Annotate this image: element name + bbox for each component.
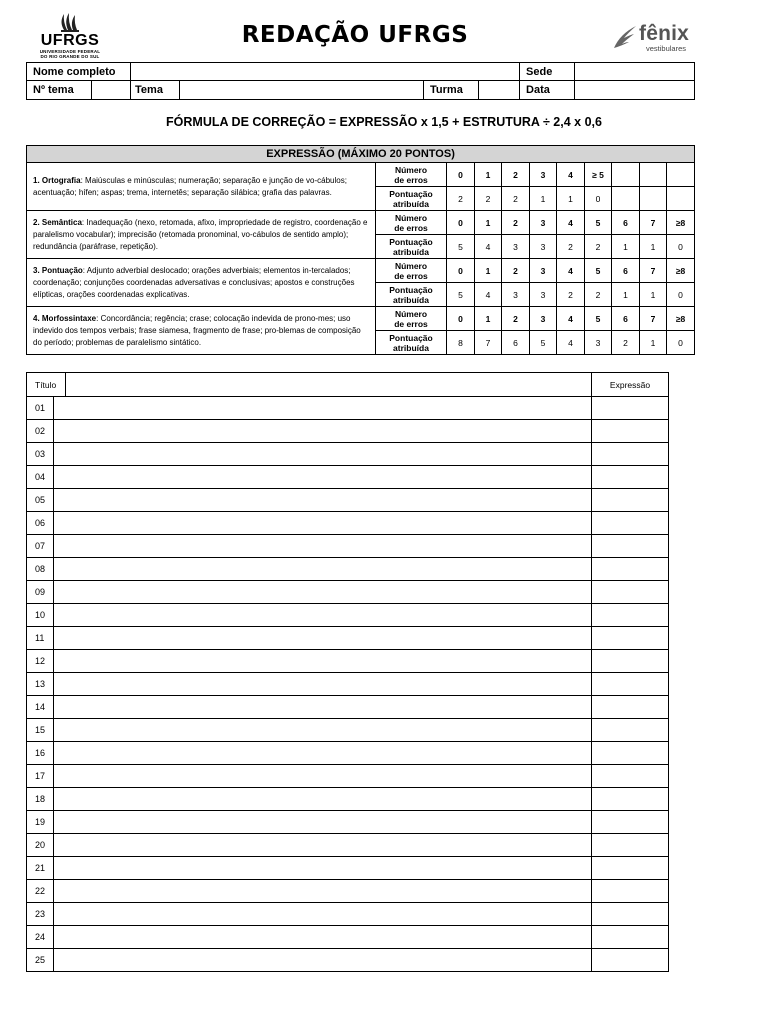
line-expression-field[interactable] xyxy=(592,880,669,903)
line-text-field[interactable] xyxy=(54,466,592,489)
line-number: 09 xyxy=(27,581,54,604)
writing-line xyxy=(27,788,669,811)
writing-line xyxy=(27,811,669,834)
score-cell: 3 xyxy=(530,283,557,307)
errors-count-cell: 6 xyxy=(612,259,640,283)
writing-line xyxy=(27,719,669,742)
line-text-field[interactable] xyxy=(54,535,592,558)
line-text-field[interactable] xyxy=(54,696,592,719)
writing-line xyxy=(27,949,669,972)
errors-count-cell: 0 xyxy=(447,163,475,187)
line-text-field[interactable] xyxy=(54,926,592,949)
line-number: 22 xyxy=(27,880,54,903)
tema-cell xyxy=(131,81,424,100)
full-name-label: Nome completo xyxy=(27,63,131,81)
errors-count-cell xyxy=(667,163,695,187)
line-number: 06 xyxy=(27,512,54,535)
criterion-name: 2. Semântica xyxy=(33,217,82,227)
line-expression-field[interactable] xyxy=(592,903,669,926)
line-expression-field[interactable] xyxy=(592,627,669,650)
line-number: 18 xyxy=(27,788,54,811)
writing-line xyxy=(27,857,669,880)
score-label xyxy=(376,187,447,211)
score-cell xyxy=(640,187,667,211)
score-cell: 1 xyxy=(640,235,667,259)
score-cell: 4 xyxy=(475,235,502,259)
line-expression-field[interactable] xyxy=(592,926,669,949)
errors-count-cell: 2 xyxy=(502,163,530,187)
score-cell: 2 xyxy=(585,283,612,307)
writing-line xyxy=(27,765,669,788)
title-field[interactable] xyxy=(66,373,592,397)
errors-count-cell: 0 xyxy=(447,307,475,331)
fenix-logo-text: fênix xyxy=(639,22,690,45)
criterion-description xyxy=(27,259,376,307)
line-text-field[interactable] xyxy=(54,949,592,972)
score-cell xyxy=(612,187,640,211)
line-text-field[interactable] xyxy=(54,673,592,696)
line-expression-field[interactable] xyxy=(592,512,669,535)
score-cell xyxy=(667,187,695,211)
score-cell: 5 xyxy=(447,235,475,259)
page-title: REDAÇÃO UFRGS xyxy=(241,22,469,48)
errors-count-cell: ≥8 xyxy=(667,259,695,283)
title-label: Título xyxy=(27,373,66,397)
tema-field[interactable] xyxy=(180,81,423,99)
errors-count-cell: 3 xyxy=(530,307,557,331)
errors-count-label xyxy=(376,307,447,331)
line-number: 10 xyxy=(27,604,54,627)
errors-count-cell xyxy=(612,163,640,187)
score-cell: 0 xyxy=(667,283,695,307)
score-label xyxy=(376,331,447,355)
line-expression-field[interactable] xyxy=(592,811,669,834)
line-text-field[interactable] xyxy=(54,880,592,903)
errors-label-line-2: de erros xyxy=(394,174,428,185)
line-expression-field[interactable] xyxy=(592,765,669,788)
errors-count-label xyxy=(376,211,447,235)
line-expression-field[interactable] xyxy=(592,719,669,742)
score-cell: 1 xyxy=(557,187,585,211)
errors-label-line-1: Número xyxy=(394,164,428,175)
fenix-logo xyxy=(608,20,696,54)
criterion-text: : Maiúsculas e minúsculas; numeração; separação e junção de vo-cábulos; acentuação; hífen; aspas; trema, internetês; separação silábica; grafia das palavras. xyxy=(33,175,347,197)
score-cell: 8 xyxy=(447,331,475,355)
writing-line xyxy=(27,604,669,627)
score-label-line-1: Pontuação xyxy=(389,284,433,295)
writing-line xyxy=(27,742,669,765)
line-text-field[interactable] xyxy=(54,719,592,742)
score-cell: 1 xyxy=(612,283,640,307)
criterion-description xyxy=(27,307,376,355)
turma-label: Turma xyxy=(424,81,479,100)
criterion-text: : Adjunto adverbial deslocado; orações adverbiais; elementos in-tercalados; coordenação; conjunções coordenadas adversativas e conclusivas; apostos e construções elípticas, orações coordenadas explicativas. xyxy=(33,265,355,299)
score-cell: 1 xyxy=(640,283,667,307)
errors-count-cell: 0 xyxy=(447,211,475,235)
line-expression-field[interactable] xyxy=(592,673,669,696)
errors-label-line-1: Número xyxy=(394,260,428,271)
line-number: 15 xyxy=(27,719,54,742)
line-number: 24 xyxy=(27,926,54,949)
errors-count-cell: 4 xyxy=(557,259,585,283)
writing-line xyxy=(27,650,669,673)
line-text-field[interactable] xyxy=(54,788,592,811)
criterion-text: : Concordância; regência; crase; colocação indevida de prono-mes; uso indevido dos tempos verbais; frase siamesa, fragmento de frase; pro-blemas de composição do período; problemas de paralelismo sintático. xyxy=(33,313,361,347)
data-field[interactable] xyxy=(575,81,695,100)
score-label-line-1: Pontuação xyxy=(389,236,433,247)
correction-formula: FÓRMULA DE CORREÇÃO = EXPRESSÃO x 1,5 + ESTRUTURA ÷ 2,4 x 0,6 xyxy=(166,115,602,129)
line-number: 14 xyxy=(27,696,54,719)
ufrgs-logo-subtitle-2: DO RIO GRANDE DO SUL xyxy=(40,54,100,59)
tema-label: Tema xyxy=(131,81,180,99)
score-label xyxy=(376,235,447,259)
errors-count-cell: 0 xyxy=(447,259,475,283)
score-cell: 7 xyxy=(475,331,502,355)
score-label-line-2: atribuída xyxy=(393,294,429,305)
score-label-line-2: atribuída xyxy=(393,342,429,353)
line-expression-field[interactable] xyxy=(592,397,669,420)
line-expression-field[interactable] xyxy=(592,581,669,604)
score-label-line-1: Pontuação xyxy=(389,188,433,199)
writing-line xyxy=(27,903,669,926)
writing-line xyxy=(27,489,669,512)
score-cell: 2 xyxy=(585,235,612,259)
line-expression-field[interactable] xyxy=(592,696,669,719)
criterion-text: : Inadequação (nexo, retomada, afixo, impropriedade de registro, coordenação e paralelismo vocabular); imprecisão (retomada pronominal, vo-cábulos de sentido amplo); redundância (paráfrase, repetição). xyxy=(33,217,368,251)
line-expression-field[interactable] xyxy=(592,788,669,811)
criterion-name: 4. Morfossintaxe xyxy=(33,313,97,323)
line-text-field[interactable] xyxy=(54,397,592,420)
writing-line xyxy=(27,696,669,719)
errors-count-cell: 4 xyxy=(557,307,585,331)
phoenix-wing-icon xyxy=(612,24,638,50)
tema-number-label: Nº tema xyxy=(27,81,92,100)
score-cell: 2 xyxy=(502,187,530,211)
line-expression-field[interactable] xyxy=(592,489,669,512)
line-text-field[interactable] xyxy=(54,420,592,443)
errors-count-cell: 3 xyxy=(530,259,557,283)
line-expression-field[interactable] xyxy=(592,420,669,443)
ufrgs-logo-subtitle-1: UNIVERSIDADE FEDERAL xyxy=(39,49,101,54)
score-cell: 4 xyxy=(557,331,585,355)
writing-line xyxy=(27,627,669,650)
errors-label-line-1: Número xyxy=(394,308,428,319)
line-number: 03 xyxy=(27,443,54,466)
writing-line xyxy=(27,466,669,489)
writing-line xyxy=(27,581,669,604)
line-expression-field[interactable] xyxy=(592,949,669,972)
criterion-description xyxy=(27,211,376,259)
sede-field[interactable] xyxy=(575,63,695,81)
line-text-field[interactable] xyxy=(54,627,592,650)
errors-label-line-2: de erros xyxy=(394,270,428,281)
score-cell: 2 xyxy=(557,235,585,259)
score-label-line-2: atribuída xyxy=(393,198,429,209)
line-number: 25 xyxy=(27,949,54,972)
errors-label-line-1: Número xyxy=(394,212,428,223)
errors-count-cell: 6 xyxy=(612,307,640,331)
errors-count-cell: 5 xyxy=(585,259,612,283)
line-expression-field[interactable] xyxy=(592,742,669,765)
errors-count-cell: 6 xyxy=(612,211,640,235)
writing-sheet xyxy=(26,372,669,972)
score-cell: 4 xyxy=(475,283,502,307)
line-number: 04 xyxy=(27,466,54,489)
line-text-field[interactable] xyxy=(54,834,592,857)
line-number: 05 xyxy=(27,489,54,512)
errors-count-label xyxy=(376,259,447,283)
line-number: 08 xyxy=(27,558,54,581)
line-expression-field[interactable] xyxy=(592,857,669,880)
score-cell: 3 xyxy=(585,331,612,355)
tema-number-field[interactable] xyxy=(92,81,131,100)
writing-line xyxy=(27,673,669,696)
score-cell: 2 xyxy=(557,283,585,307)
errors-count-cell: ≥8 xyxy=(667,307,695,331)
line-expression-field[interactable] xyxy=(592,604,669,627)
score-cell: 6 xyxy=(502,331,530,355)
line-text-field[interactable] xyxy=(54,489,592,512)
errors-count-cell: 4 xyxy=(557,211,585,235)
errors-count-cell: 4 xyxy=(557,163,585,187)
errors-count-cell: ≥8 xyxy=(667,211,695,235)
errors-count-cell: 1 xyxy=(475,307,502,331)
errors-label-line-2: de erros xyxy=(394,318,428,329)
errors-count-cell: 1 xyxy=(475,259,502,283)
criterion-description xyxy=(27,163,376,211)
writing-line xyxy=(27,443,669,466)
score-cell: 0 xyxy=(667,331,695,355)
errors-count-cell: 7 xyxy=(640,307,667,331)
line-expression-field[interactable] xyxy=(592,466,669,489)
errors-count-cell xyxy=(640,163,667,187)
line-text-field[interactable] xyxy=(54,857,592,880)
score-cell: 3 xyxy=(502,235,530,259)
writing-line xyxy=(27,420,669,443)
line-text-field[interactable] xyxy=(54,604,592,627)
writing-line xyxy=(27,880,669,903)
line-text-field[interactable] xyxy=(54,558,592,581)
line-text-field[interactable] xyxy=(54,581,592,604)
line-text-field[interactable] xyxy=(54,650,592,673)
errors-count-cell: 5 xyxy=(585,307,612,331)
student-info-table xyxy=(26,62,695,100)
errors-label-line-2: de erros xyxy=(394,222,428,233)
score-cell: 2 xyxy=(612,331,640,355)
errors-count-cell: 2 xyxy=(502,259,530,283)
line-expression-field[interactable] xyxy=(592,558,669,581)
score-cell: 1 xyxy=(530,187,557,211)
line-expression-field[interactable] xyxy=(592,535,669,558)
line-text-field[interactable] xyxy=(54,443,592,466)
score-label-line-1: Pontuação xyxy=(389,332,433,343)
writing-line xyxy=(27,512,669,535)
score-cell: 0 xyxy=(667,235,695,259)
line-text-field[interactable] xyxy=(54,765,592,788)
score-cell: 2 xyxy=(475,187,502,211)
line-text-field[interactable] xyxy=(54,903,592,926)
errors-count-cell: 3 xyxy=(530,163,557,187)
line-number: 02 xyxy=(27,420,54,443)
line-expression-field[interactable] xyxy=(592,443,669,466)
errors-count-cell: 3 xyxy=(530,211,557,235)
expression-grading-table xyxy=(26,145,695,355)
full-name-field[interactable] xyxy=(131,63,520,81)
writing-line xyxy=(27,397,669,420)
ufrgs-logo-text: UFRGS xyxy=(40,32,100,49)
score-cell: 5 xyxy=(447,283,475,307)
score-cell: 3 xyxy=(530,235,557,259)
line-text-field[interactable] xyxy=(54,742,592,765)
line-number: 19 xyxy=(27,811,54,834)
line-number: 11 xyxy=(27,627,54,650)
errors-count-cell: 2 xyxy=(502,211,530,235)
score-cell: 1 xyxy=(612,235,640,259)
score-label-line-2: atribuída xyxy=(393,246,429,257)
writing-line xyxy=(27,926,669,949)
data-label: Data xyxy=(520,81,575,100)
line-number: 16 xyxy=(27,742,54,765)
criterion-name: 1. Ortografia xyxy=(33,175,81,185)
fenix-logo-subtitle: vestibulares xyxy=(646,44,687,53)
criterion-name: 3. Pontuação xyxy=(33,265,83,275)
expression-column-header: Expressão xyxy=(592,373,669,397)
line-number: 23 xyxy=(27,903,54,926)
line-number: 13 xyxy=(27,673,54,696)
errors-count-cell: 2 xyxy=(502,307,530,331)
line-number: 17 xyxy=(27,765,54,788)
writing-line xyxy=(27,535,669,558)
line-number: 21 xyxy=(27,857,54,880)
writing-line xyxy=(27,834,669,857)
errors-count-cell: ≥ 5 xyxy=(585,163,612,187)
writing-line xyxy=(27,558,669,581)
line-number: 12 xyxy=(27,650,54,673)
sede-label: Sede xyxy=(520,63,575,81)
errors-count-label xyxy=(376,163,447,187)
score-cell: 0 xyxy=(585,187,612,211)
line-text-field[interactable] xyxy=(54,811,592,834)
score-cell: 5 xyxy=(530,331,557,355)
line-expression-field[interactable] xyxy=(592,834,669,857)
errors-count-cell: 7 xyxy=(640,259,667,283)
line-number: 01 xyxy=(27,397,54,420)
turma-field[interactable] xyxy=(479,81,520,100)
score-label xyxy=(376,283,447,307)
errors-count-cell: 5 xyxy=(585,211,612,235)
expression-header: EXPRESSÃO (MÁXIMO 20 PONTOS) xyxy=(27,146,695,163)
line-number: 07 xyxy=(27,535,54,558)
errors-count-cell: 1 xyxy=(475,211,502,235)
line-text-field[interactable] xyxy=(54,512,592,535)
line-expression-field[interactable] xyxy=(592,650,669,673)
score-cell: 2 xyxy=(447,187,475,211)
score-cell: 3 xyxy=(502,283,530,307)
errors-count-cell: 1 xyxy=(475,163,502,187)
line-number: 20 xyxy=(27,834,54,857)
score-cell: 1 xyxy=(640,331,667,355)
errors-count-cell: 7 xyxy=(640,211,667,235)
